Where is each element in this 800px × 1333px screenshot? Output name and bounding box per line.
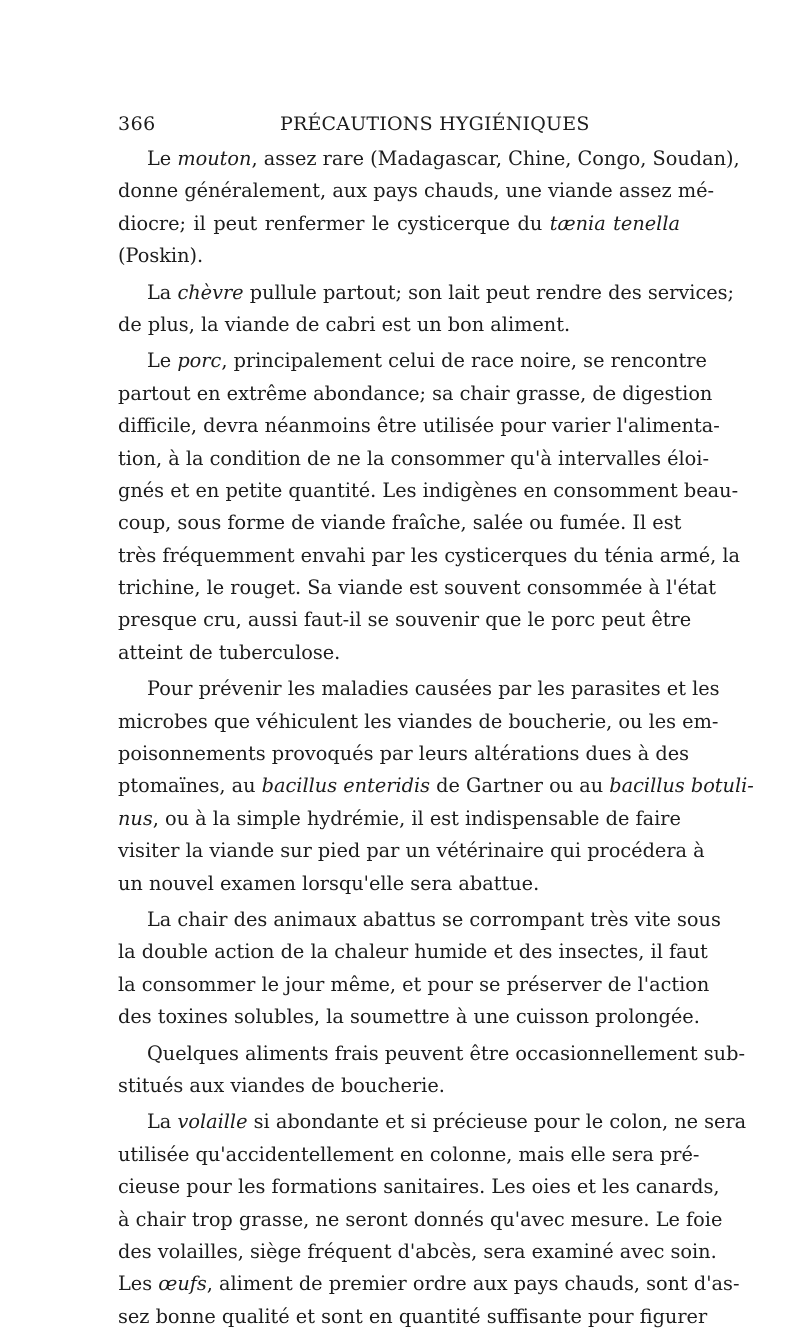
running-head — [118, 113, 680, 143]
paragraph — [118, 143, 740, 273]
text-line: la double action de la chaleur humide et des insectes, il faut — [118, 940, 708, 964]
italic-term: œufs — [158, 1272, 207, 1296]
paragraph — [118, 1106, 747, 1333]
text-line: Le mouton, assez rare (Madagascar, Chine, Congo, Soudan), — [147, 147, 740, 170]
text-line: utilisée qu'accidentellement en colonne, mais elle sera pré- — [118, 1142, 700, 1166]
text-line: un nouvel examen lorsqu'elle sera abattue. — [118, 871, 540, 895]
italic-term: volaille — [177, 1110, 248, 1134]
text-line: microbes que véhiculent les viandes de boucherie, ou les em- — [118, 709, 719, 733]
page-number: 366 — [118, 113, 156, 135]
italic-term: bacillus botuli- — [609, 774, 754, 798]
text-line: de plus, la viande de cabri est un bon aliment. — [118, 312, 571, 336]
paragraph — [118, 904, 721, 1034]
paragraph — [118, 277, 735, 342]
text-line: tion, à la condition de ne la consommer qu'à intervalles éloi- — [118, 446, 709, 470]
text-line: Pour prévenir les maladies causées par les parasites et les — [147, 677, 720, 701]
paragraph — [118, 1038, 745, 1103]
text-line: Les œufs, aliment de premier ordre aux pays chauds, sont d'as- — [118, 1272, 740, 1296]
text-line: trichine, le rouget. Sa viande est souvent consommée à l'état — [118, 576, 717, 600]
text-line: à chair trop grasse, ne seront donnés qu'avec mesure. Le foie — [118, 1207, 723, 1231]
book-page — [118, 113, 754, 1333]
text-line: gnés et en petite quantité. Les indigènes en consomment beau- — [118, 478, 739, 502]
italic-term: nus — [118, 806, 153, 830]
text-line: très fréquemment envahi par les cysticerques du ténia armé, la — [118, 543, 741, 567]
text-line: partout en extrême abondance; sa chair grasse, de digestion — [118, 381, 713, 405]
text-line: Quelques aliments frais peuvent être occasionnellement sub- — [147, 1041, 745, 1065]
text-line: difficile, devra néanmoins être utilisée pour varier l'alimenta- — [118, 414, 720, 438]
text-line: nus, ou à la simple hydrémie, il est indispensable de faire — [118, 806, 681, 830]
italic-term: mouton — [177, 147, 252, 170]
text-line: presque cru, aussi faut-il se souvenir que le porc peut être — [118, 608, 692, 632]
text-line: cieuse pour les formations sanitaires. Les oies et les canards, — [118, 1175, 720, 1199]
paragraph — [118, 345, 741, 669]
text-line: La chair des animaux abattus se corrompant très vite sous — [147, 907, 721, 931]
text-line: des toxines solubles, la soumettre à une cuisson prolongée. — [118, 1005, 700, 1029]
text-line: diocre; il peut renfermer le cysticerque du tænia tenella — [118, 211, 680, 235]
text-line: stitués aux viandes de boucherie. — [118, 1073, 445, 1097]
text-line: sez bonne qualité et sont en quantité suffisante pour figurer — [118, 1304, 708, 1328]
text-line: visiter la viande sur pied par un vétérinaire qui procédera à — [118, 839, 705, 863]
text-line: donne généralement, aux pays chauds, une viande assez mé- — [118, 179, 715, 203]
italic-term: chèvre — [177, 280, 244, 304]
text-line: atteint de tuberculose. — [118, 640, 341, 664]
text-line: des volailles, siège fréquent d'abcès, sera examiné avec soin. — [118, 1239, 717, 1263]
text-line: La volaille si abondante et si précieuse pour le colon, ne sera — [147, 1110, 747, 1134]
text-line: la consommer le jour même, et pour se préserver de l'action — [118, 972, 710, 996]
text-line: coup, sous forme de viande fraîche, salée ou fumée. Il est — [118, 511, 682, 535]
italic-term: tænia tenella — [549, 211, 680, 235]
running-title: PRÉCAUTIONS HYGIÉNIQUES — [280, 113, 590, 135]
text-line: poisonnements provoqués par leurs altérations dues à des — [118, 742, 689, 766]
text-line: (Poskin). — [118, 244, 204, 268]
italic-term: porc — [177, 349, 222, 373]
body-text — [118, 143, 754, 1333]
text-line: La chèvre pullule partout; son lait peut rendre des services; — [147, 280, 735, 304]
text-line: Le porc, principalement celui de race noire, se rencontre — [147, 349, 707, 373]
text-line: ptomaïnes, au bacillus enteridis de Gartner ou au bacillus botuli- — [118, 774, 754, 798]
paragraph — [118, 673, 754, 900]
italic-term: bacillus enteridis — [261, 774, 431, 798]
